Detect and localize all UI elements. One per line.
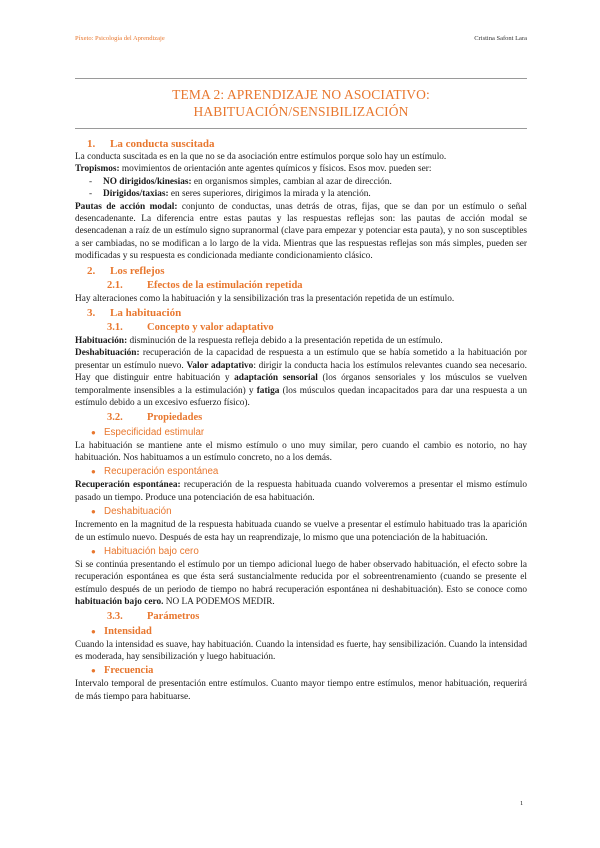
- paragraph: Intervalo temporal de presentación entre estímulos. Cuanto mayor tiempo entre estímulos, menor habituación, requerirá de más tiempo para habituarse.: [75, 679, 527, 702]
- paragraph: Incremento en la magnitud de la respuesta habituada cuando se vuelve a presentar el estímulo habituado tras la aparición de un estímulo nuevo. Después de esta hay un reaprendizaje, lo mismo que una potenciación de la habituación.: [75, 520, 527, 543]
- page-number: 1: [520, 800, 524, 807]
- title-rule-top: [75, 78, 527, 79]
- bullet-icon: ●: [91, 626, 96, 636]
- paragraph: Pautas de acción modal: conjunto de conductas, unas detrás de otras, fijas, que se dan por un estímulo o señal desencadenante. La diferencia entre estas pautas y las respuestas reflejas son: las pautas de acción modal se desencadenan a raíz de un estímulo signo supranormal (clave para empezar y potenciar esta pauta), y no son susceptibles a ser cambiadas, no se modifican a lo largo de la vida. Mientras que las respuestas reflejas son más simples, pueden ser modificadas y su respuesta es condicionada mediante condicionamiento clásico.: [75, 201, 527, 262]
- parameter-heading: ● Frecuencia: [91, 665, 154, 677]
- header-left: Píxeto: Psicología del Aprendizaje: [75, 35, 165, 42]
- bullet-icon: ●: [91, 546, 96, 556]
- subsection-heading: 3.1. Concepto y valor adaptativo: [107, 322, 274, 334]
- paragraph: Tropismos: movimientos de orientación ante agentes químicos y físicos. Esos mov. pueden ser:: [75, 164, 432, 175]
- page-header: [75, 35, 527, 42]
- paragraph: La conducta suscitada es en la que no se da asociación entre estímulos porque solo hay un estímulo.: [75, 152, 447, 162]
- list-item: - Dirigidos/taxias: en seres superiores, dirigimos la mirada y la atención.: [89, 189, 371, 200]
- section-heading: 3. La habituación: [87, 307, 182, 320]
- subsection-heading: 2.1. Efectos de la estimulación repetida: [107, 279, 303, 291]
- section-heading: 2. Los reflejos: [87, 264, 165, 277]
- title-rule-bottom: [75, 128, 527, 129]
- bullet-icon: ●: [91, 507, 96, 517]
- property-heading: ● Habituación bajo cero: [91, 545, 199, 557]
- content: [75, 136, 527, 703]
- property-heading: ● Deshabituación: [91, 506, 172, 518]
- parameter-heading: ● Intensidad: [91, 625, 152, 637]
- bullet-icon: ●: [91, 666, 96, 676]
- property-heading: ● Especificidad estimular: [91, 426, 205, 438]
- subsection-heading: 3.3. Parámetros: [107, 610, 200, 622]
- page-title: TEMA 2: APRENDIZAJE NO ASOCIATIVO: HABITUACIÓN/SENSIBILIZACIÓN: [172, 87, 430, 119]
- bullet-icon: ●: [91, 467, 96, 477]
- paragraph: Deshabituación: recuperación de la capacidad de respuesta a un estímulo que se había sometido a la habituación por presentar un estímulo nuevo. Valor adaptativo: dirigir la conducta hacia los estímulos relevantes cuando sea necesario. Hay que distinguir entre habituación y adaptación sensorial (los órganos sensoriales y los músculos se vuelven temporalmente insensibles a la estimulación) y fatiga (los músculos quedan incapacitados para dar una respuesta a un estímulo debido a un excesivo esfuerzo físico).: [75, 348, 527, 409]
- paragraph: La habituación se mantiene ante el mismo estímulo o uno muy similar, pero cuando el cambio es notorio, no hay habituación. Nos habituamos a un estímulo concreto, no a los demás.: [75, 440, 527, 463]
- paragraph: Cuando la intensidad es suave, hay habituación. Cuando la intensidad es fuerte, hay sensibilización. Cuando la intensidad es moderada, hay sensibilización y luego habituación.: [75, 639, 527, 662]
- paragraph: Hay alteraciones como la habituación y la sensibilización tras la presentación repetida de un estímulo.: [75, 293, 455, 304]
- list-item: - NO dirigidos/kinesias: en organismos simples, cambian al azar de dirección.: [89, 176, 392, 187]
- subsection-heading: 3.2. Propiedades: [107, 411, 203, 423]
- header-right: Cristina Safont Lara: [474, 35, 527, 42]
- paragraph: Si se continúa presentando el estímulo por un tiempo adicional luego de haber observado habituación, el efecto sobre la recuperación espontánea es que ésta será sustancialmente reducida por el sobreentrenamiento (cuando se presente el estímulo después de un periodo de tiempo no habrá recuperación espontánea ni deshabituación). Esto se conoce como habituación bajo cero. NO LA PODEMOS MEDIR.: [75, 559, 527, 608]
- bullet-icon: ●: [91, 427, 96, 437]
- section-heading: 1. La conducta suscitada: [87, 138, 215, 150]
- paragraph: Recuperación espontánea: recuperación de la respuesta habituada cuando volveremos a presentar el mismo estímulo pasado un tiempo. Produce una potenciación de esa habituación.: [75, 480, 527, 503]
- property-heading: ● Recuperación espontánea: [91, 466, 219, 478]
- paragraph: Habituación: disminución de la respuesta refleja debido a la presentación repetida de un estímulo.: [75, 336, 443, 347]
